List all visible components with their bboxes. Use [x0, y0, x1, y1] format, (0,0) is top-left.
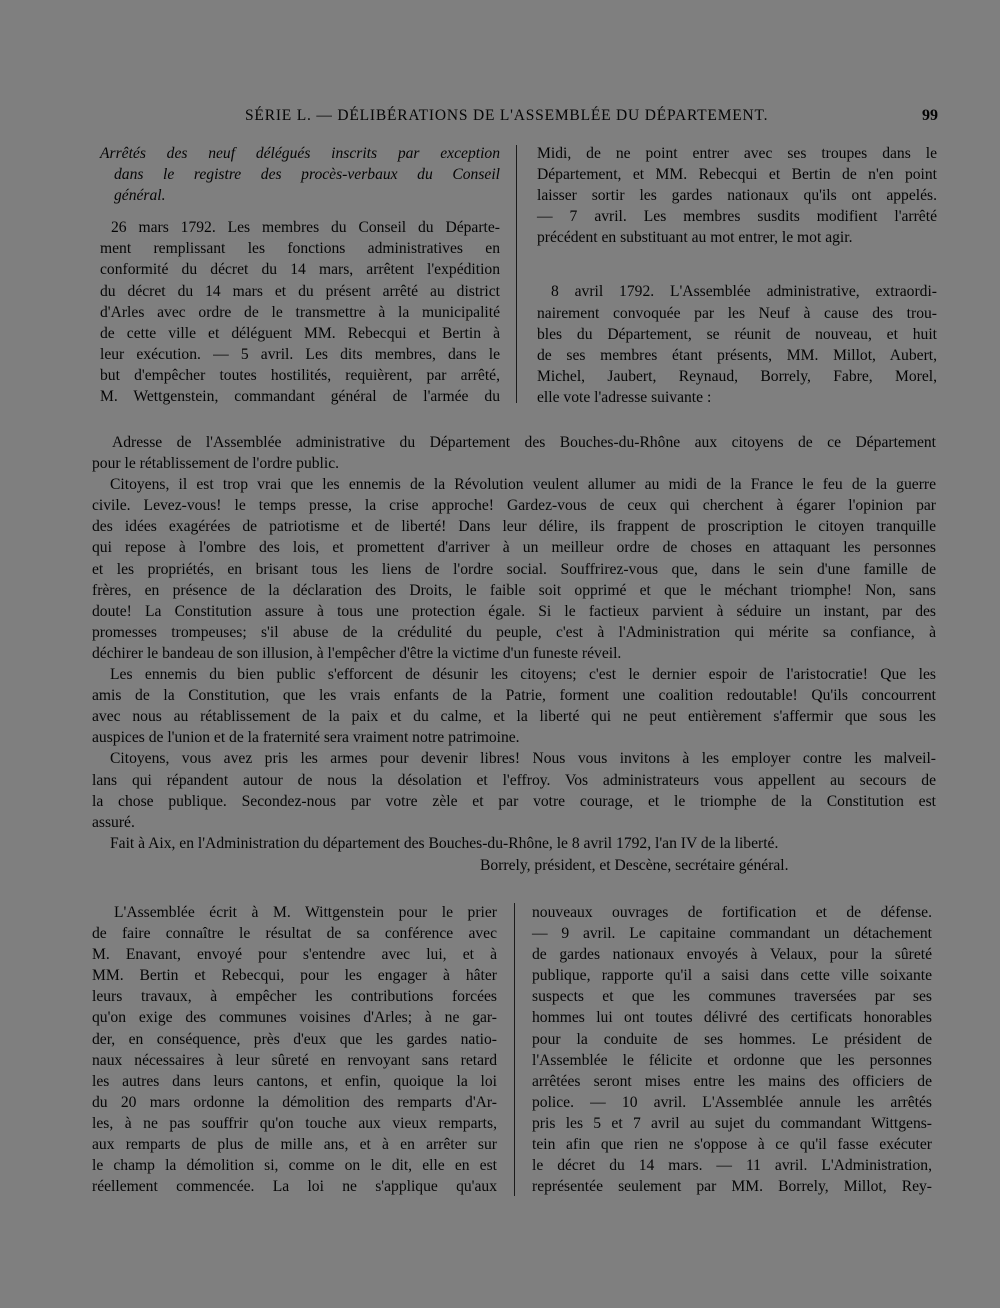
- text-line: Midi, de ne point entrer avec ses troupes dans le: [537, 145, 937, 162]
- paragraph: [100, 217, 500, 407]
- text-line: la chose publique. Secondez-nous par votre zèle et par votre courage, et le triomphe de la Constitution est: [92, 792, 936, 810]
- text-line: laisser sortir les gardes nationaux qu'ils ont appelés.: [537, 187, 937, 205]
- column-divider: [516, 145, 517, 403]
- text-line: pris les 5 et 7 avril au sujet du commandant Wittgens-: [532, 1114, 932, 1132]
- text-line: le champ la démolition si, comme on le dit, elle en est: [92, 1157, 497, 1175]
- text-line: déchirer le bandeau de son illusion, à l'empêcher d'être la victime d'un funeste réveil.: [92, 644, 622, 662]
- text-line: pour la conduite de ses hommes. Le président de: [532, 1030, 932, 1048]
- page-number: 99: [922, 107, 938, 124]
- text-line: Citoyens, vous avez pris les armes pour devenir libres! Nous vous invitons à les employer contre les malveil-: [110, 750, 936, 768]
- column-divider: [514, 903, 515, 1196]
- text-line: der, en conséquence, près d'eux que les gardes natio-: [92, 1030, 497, 1048]
- top-left-column: [100, 143, 500, 407]
- text-line: précédent en substituant au mot entrer, le mot agir.: [537, 229, 853, 247]
- address-paragraph: [92, 664, 936, 748]
- bottom-right-column: [532, 902, 932, 1197]
- text-line: doute! La Constitution assure à tous une protection égale. Si le factieux parvient à séduire un instant, par des: [92, 602, 936, 620]
- text-line: MM. Bertin et Rebecqui, pour les engager à hâter: [92, 967, 497, 985]
- text-line: de cette ville et déléguent MM. Rebecqui et Bertin à: [100, 324, 500, 342]
- text-line: conformité du décret du 14 mars, arrêtent l'expédition: [100, 261, 500, 279]
- text-line: nouveaux ouvrages de fortification et de défense.: [532, 904, 932, 921]
- text-line: du 20 mars ordonne la démolition des remparts d'Ar-: [92, 1093, 497, 1111]
- text-line: qui repose à l'ombre des lois, et promettent d'arriver à un meilleur ordre de choses en attaquant les personnes: [92, 539, 936, 557]
- text-line: de faire connaître le résultat de sa conférence avec: [92, 925, 497, 943]
- text-line: avec nous au rétablissement de la paix et du calme, et la liberté qui ne peut entièrement s'affermir que sous les: [92, 708, 936, 726]
- text-line: arrêtées seront mises entre les mains des officiers de: [532, 1072, 932, 1090]
- text-line: général.: [114, 187, 166, 205]
- text-line: but d'empêcher toutes hostilités, requièrent, par arrêté,: [100, 366, 500, 384]
- text-line: les autres dans leurs cantons, et enfin, quoique la loi: [92, 1072, 497, 1090]
- text-line: du décret du 14 mars et du présent arrêté au district: [100, 282, 500, 300]
- paragraph: [537, 281, 937, 408]
- text-line: 8 avril 1792. L'Assemblée administrative, extraordi-: [551, 283, 937, 301]
- address-title: [92, 432, 936, 474]
- text-line: Michel, Jaubert, Reynaud, Borrely, Fabre, Morel,: [537, 367, 937, 385]
- running-header: SÉRIE L. — DÉLIBÉRATIONS DE L'ASSEMBLÉE DU DÉPARTEMENT.: [245, 107, 769, 124]
- address-block: [92, 432, 936, 854]
- text-line: naux nécessaires à leur sûreté en renvoyant sans retard: [92, 1051, 497, 1069]
- text-line: représentée seulement par MM. Borrely, Millot, Rey-: [532, 1178, 932, 1196]
- text-line: lans qui répandent autour de nous la désolation et l'effroy. Vos administrateurs vous appellent au secours de: [92, 771, 936, 789]
- text-line: dans le registre des procès-verbaux du Conseil: [114, 166, 500, 184]
- top-right-column: [537, 143, 937, 408]
- text-line: Fait à Aix, en l'Administration du département des Bouches-du-Rhône, le 8 avril 1792, l'an IV de la liberté.: [110, 834, 779, 852]
- text-line: — 9 avril. Le capitaine commandant un détachement: [532, 925, 932, 943]
- text-line: d'Arles avec ordre de le transmettre à la municipalité: [100, 303, 500, 321]
- text-line: nairement convoquée par les Neuf à cause des trou-: [537, 304, 937, 322]
- text-line: leurs travaux, à empêcher les contributions forcées: [92, 988, 497, 1006]
- text-line: promesses trompeuses; s'il abuse de la crédulité du peuple, c'est à l'Administration qui mérite sa confiance, à: [92, 623, 936, 641]
- text-line: M. Wettgenstein, commandant général de l'armée du: [100, 388, 500, 406]
- text-line: des idées exagérées de patriotisme et de liberté! Dans leur délire, ils frappent de proscription le citoyen tranquille: [92, 518, 936, 536]
- text-line: aux remparts de plus de mille ans, et à en arrêter sur: [92, 1136, 497, 1154]
- text-line: civile. Levez-vous! le temps presse, la crise approche! Gardez-vous de ceux qui cherchent à égarer l'opinion par: [92, 497, 936, 515]
- text-line: publique, rapporte qu'il a saisi dans cette ville soixante: [532, 967, 932, 985]
- text-line: Les ennemis du bien public s'efforcent de désunir les citoyens; c'est le dernier espoir de l'aristocratie! Que les: [110, 666, 936, 684]
- text-line: le décret du 14 mars. — 11 avril. L'Administration,: [532, 1157, 932, 1175]
- text-line: suspects et que les communes traversées par ses: [532, 988, 932, 1006]
- text-line: 26 mars 1792. Les membres du Conseil du Départe-: [111, 219, 500, 237]
- address-date-line: [92, 833, 936, 854]
- text-line: leur exécution. — 5 avril. Les dits membres, dans le: [100, 345, 500, 363]
- text-line: réellement commencée. La loi ne s'applique qu'aux: [92, 1178, 497, 1196]
- text-line: l'Assemblée le félicite et ordonne que les personnes: [532, 1051, 932, 1069]
- text-line: Arrêtés des neuf délégués inscrits par exception: [100, 145, 500, 162]
- text-line: M. Enavant, envoyé pour s'entendre avec lui, et à: [92, 946, 497, 964]
- text-line: police. — 10 avril. L'Assemblée annule les arrêtés: [532, 1093, 932, 1111]
- text-line: tein afin que rien ne s'oppose à ce qu'il fasse exécuter: [532, 1136, 932, 1154]
- bottom-left-column: [92, 902, 497, 1197]
- address-paragraph: [92, 474, 936, 664]
- text-line: bles du Département, se réunit de nouveau, et huit: [537, 325, 937, 343]
- address-paragraph: [92, 748, 936, 832]
- text-line: et les propriétés, en brisant tous les liens de l'ordre social. Souffrirez-vous que, dans le sein d'une famille de: [92, 560, 936, 578]
- text-line: hommes lui ont toutes délivré des certificats honorables: [532, 1009, 932, 1027]
- text-line: — 7 avril. Les membres susdits modifient l'arrêté: [537, 208, 937, 226]
- signature-line: Borrely, président, et Descène, secrétaire général.: [480, 857, 789, 874]
- text-line: de ses membres étant présents, MM. Millot, Aubert,: [537, 346, 937, 364]
- text-line: amis de la Constitution, que les vrais enfants de la Patrie, forment une coalition redoutable! Qu'ils concourrent: [92, 687, 936, 705]
- text-line: Adresse de l'Assemblée administrative du Département des Bouches-du-Rhône aux citoyens de ce Département: [112, 434, 936, 451]
- text-line: assuré.: [92, 813, 135, 831]
- text-line: de gardes nationaux envoyés à Velaux, pour la sûreté: [532, 946, 932, 964]
- section-heading: [100, 143, 500, 206]
- text-line: elle vote l'adresse suivante :: [537, 388, 712, 406]
- text-line: auspices de l'union et de la fraternité sera vraiment notre patrimoine.: [92, 729, 520, 747]
- text-line: pour le rétablissement de l'ordre public.: [92, 455, 340, 473]
- text-line: les, à ne pas souffrir qu'on touche aux vieux remparts,: [92, 1114, 497, 1132]
- text-line: frères, en présence de la déclaration des Droits, le faible soit opprimé et que le méchant triomphe! Non, sans: [92, 581, 936, 599]
- text-line: L'Assemblée écrit à M. Wittgenstein pour le prier: [114, 904, 497, 921]
- text-line: Citoyens, il est trop vrai que les ennemis de la Révolution veulent allumer au midi de la France le feu de la guerre: [110, 476, 936, 494]
- text-line: qu'on exige des communes voisines d'Arles; à ne gar-: [92, 1009, 497, 1027]
- text-line: ment remplissant les fonctions administratives en: [100, 240, 500, 258]
- text-line: Département, et MM. Rebecqui et Bertin de n'en point: [537, 166, 937, 184]
- paragraph: [537, 143, 937, 248]
